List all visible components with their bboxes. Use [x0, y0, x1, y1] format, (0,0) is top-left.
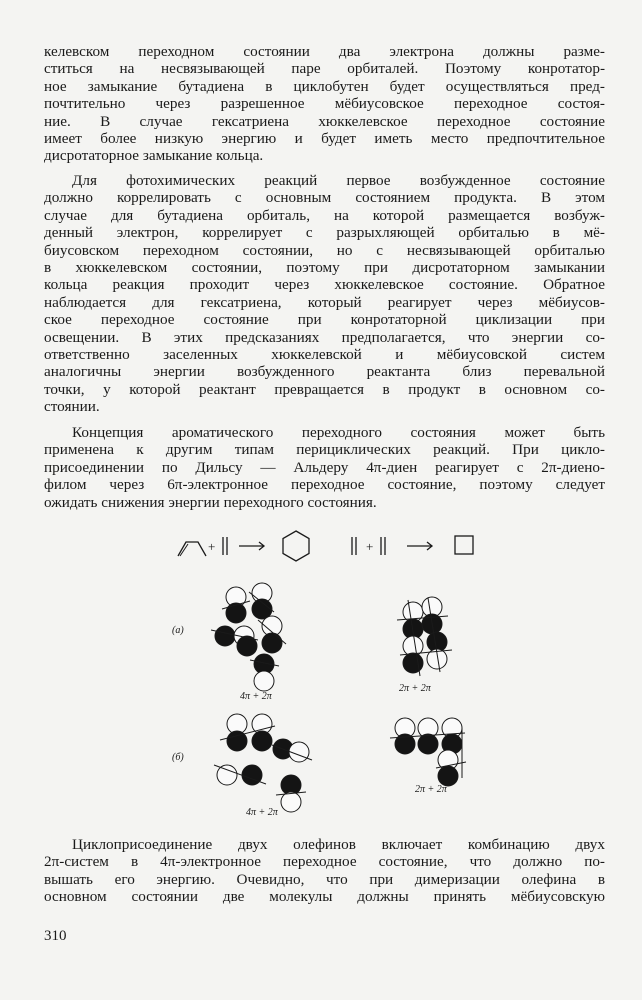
text-line: освещении. В этих предсказаниях предполагается, что энергии со-	[44, 328, 605, 346]
text-line: ное замыкание бутадиена в циклобутен будет осуществляться пред-	[44, 77, 605, 95]
label-b: (б)	[172, 752, 184, 763]
caption-2pi-2pi: 2π + 2π	[415, 784, 447, 795]
text-line: точки, у которой реактант превращается в продукт в основном со-	[44, 380, 605, 398]
caption-4pi-2pi: 4π + 2π	[246, 807, 278, 818]
text-line: ститься на несвязывающей паре орбиталей. Поэтому конротатор-	[44, 60, 605, 78]
paragraph-4	[44, 836, 605, 906]
text-line: ожидать снижения энергии переходного состояния.	[44, 493, 377, 511]
text-line: 2π-систем в 4π-электронное переходное состояние, что должно по-	[44, 853, 605, 871]
diene-structure	[178, 542, 206, 556]
text-line: аналогичны энергии возбужденного реактанта близ перевальной	[44, 363, 605, 381]
plus-sign: +	[208, 539, 216, 554]
text-line: стоянии.	[44, 398, 100, 416]
text-line: Концепция ароматического переходного состояния может быть	[72, 424, 605, 441]
text-line: Циклоприсоединение двух олефинов включает комбинацию двух	[72, 836, 605, 853]
plus-sign: +	[366, 539, 374, 554]
text-line: вышать его энергию. Очевидно, что при димеризации олефина в	[44, 870, 605, 888]
text-line: биусовском переходном состоянии, но с несвязывающей орбиталью	[44, 241, 605, 259]
text-line: присоединении по Дильсу — Альдеру 4π-диен реагирует с 2π-диено-	[44, 458, 605, 476]
text-line: филом через 6π-электронное переходное состояние, поэтому следует	[44, 476, 605, 494]
text-line: случае для бутадиена орбиталь, на которой размещается возбуж-	[44, 206, 605, 224]
page-number: 310	[44, 928, 67, 944]
text-line: применена к другим типам перициклических реакций. При цикло-	[44, 441, 605, 459]
text-line: кольца реакция проходит через хюккелевское состояние. Обратное	[44, 276, 605, 294]
caption-2pi-2pi: 2π + 2π	[399, 683, 431, 694]
orbital-diagram-b-left	[214, 714, 312, 812]
text-line: денный электрон, коррелирует с разрыхляющей орбиталью в мё-	[44, 224, 605, 242]
text-line: должно коррелировать с основным состоянием продукта. В этом	[44, 189, 605, 207]
text-line: имеет более низкую энергию и будет иметь место предпочтительное	[44, 130, 605, 148]
cyclobutane-square	[455, 536, 473, 554]
text-line: ние. В случае гексатриена хюккелевское переходное состояние	[44, 112, 605, 130]
text-line: дисротаторное замыкание кольца.	[44, 147, 264, 165]
caption-4pi-2pi: 4π + 2π	[240, 691, 272, 702]
diels-alder-scheme	[178, 531, 473, 561]
text-line: ответственно заселенных хюккелевской и мёбиусовской систем	[44, 346, 605, 364]
orbital-diagram-a-left	[211, 583, 286, 691]
text-line: келевском переходном состоянии два электрона должны разме-	[44, 43, 605, 60]
orbital-diagram-a-right	[397, 597, 452, 676]
text-line: в хюккелевском состоянии, поэтому при дисротаторном замыкании	[44, 259, 605, 277]
text-line: ское переходное состояние при конротаторной циклизации при	[44, 311, 605, 329]
cyclohexene-ring	[283, 531, 309, 561]
orbital-diagram-b-right	[390, 718, 466, 786]
text-line: основном состоянии две молекулы должны принять мёбиусовскую	[44, 888, 605, 906]
text-line: почтительно через разрешенное мёбиусовское переходное состоя-	[44, 95, 605, 113]
text-line: Для фотохимических реакций первое возбужденное состояние	[72, 172, 605, 189]
label-a: (а)	[172, 625, 184, 636]
text-line: наблюдается для гексатриена, который реагирует через мёбиусов-	[44, 293, 605, 311]
